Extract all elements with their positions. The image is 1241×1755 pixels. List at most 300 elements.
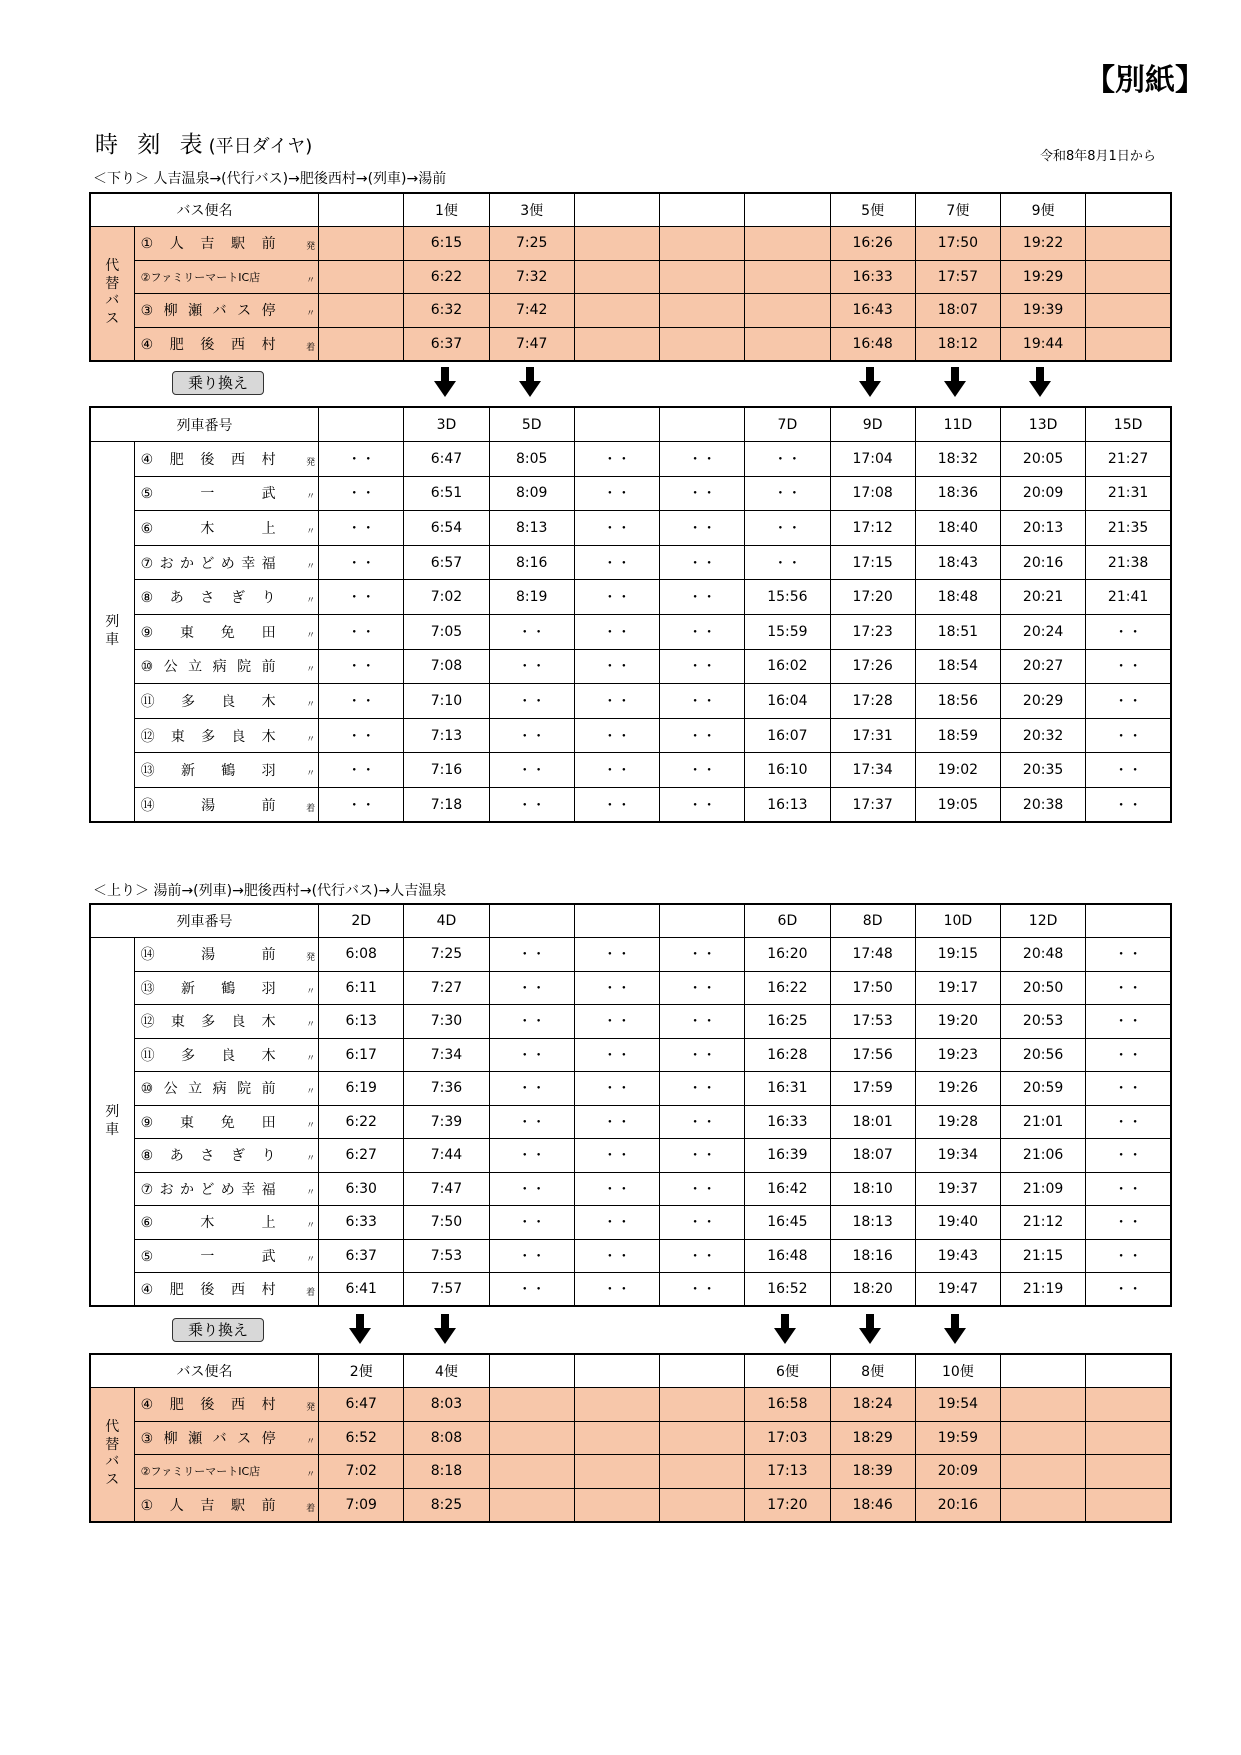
service-number bbox=[1086, 193, 1171, 227]
station-name bbox=[134, 227, 319, 261]
time-mark: 〃 bbox=[306, 1221, 316, 1232]
station-name bbox=[134, 327, 319, 361]
time-cell: ・・ bbox=[489, 1105, 574, 1139]
service-number bbox=[660, 407, 745, 442]
time-cell: ・・ bbox=[1086, 1239, 1171, 1273]
time-cell bbox=[489, 1388, 574, 1422]
station-label: ⑧あさぎり bbox=[140, 590, 276, 607]
down-arrow-icon bbox=[1029, 367, 1051, 397]
time-cell: 6:27 bbox=[319, 1139, 404, 1173]
time-cell: ・・ bbox=[489, 1005, 574, 1039]
time-cell: 16:43 bbox=[830, 294, 915, 328]
time-cell: ・・ bbox=[1086, 1072, 1171, 1106]
time-cell: 18:12 bbox=[915, 327, 1000, 361]
time-cell: 8:05 bbox=[489, 442, 574, 477]
time-cell: ・・ bbox=[489, 649, 574, 684]
header-label: 列車番号 bbox=[90, 407, 319, 442]
time-cell: 7:25 bbox=[404, 938, 489, 972]
timetable-row bbox=[90, 1206, 1171, 1240]
time-cell: 21:12 bbox=[1000, 1206, 1085, 1240]
time-cell: ・・ bbox=[489, 971, 574, 1005]
time-cell bbox=[745, 327, 830, 361]
time-cell: 6:47 bbox=[319, 1388, 404, 1422]
time-cell: 17:20 bbox=[830, 580, 915, 615]
time-cell bbox=[574, 1488, 659, 1522]
timetable-row bbox=[90, 476, 1171, 511]
timetable-row bbox=[90, 718, 1171, 753]
time-cell bbox=[319, 260, 404, 294]
station-label: ⑪多良木 bbox=[140, 694, 276, 711]
time-cell: 18:46 bbox=[830, 1488, 915, 1522]
station-label: ④肥後西村 bbox=[140, 1282, 276, 1298]
timetable-row bbox=[90, 1005, 1171, 1039]
time-cell: ・・ bbox=[660, 511, 745, 546]
time-cell: ・・ bbox=[574, 1172, 659, 1206]
time-cell: ・・ bbox=[574, 971, 659, 1005]
time-cell bbox=[660, 1488, 745, 1522]
time-cell: 17:03 bbox=[745, 1421, 830, 1455]
timetable-row bbox=[90, 1488, 1171, 1522]
time-cell: 8:16 bbox=[489, 545, 574, 580]
time-cell: 19:02 bbox=[915, 753, 1000, 788]
time-cell: 18:51 bbox=[915, 615, 1000, 650]
station-label: ⑪多良木 bbox=[140, 1047, 276, 1064]
time-cell: ・・ bbox=[574, 1273, 659, 1307]
station-label: ⑨東免田 bbox=[140, 624, 276, 641]
station-name bbox=[134, 718, 319, 753]
time-cell: 17:34 bbox=[830, 753, 915, 788]
down-train-table bbox=[89, 406, 1172, 823]
service-number: 15D bbox=[1086, 407, 1171, 442]
timetable-row bbox=[90, 1388, 1171, 1422]
time-cell: 18:54 bbox=[915, 649, 1000, 684]
time-cell: 7:02 bbox=[404, 580, 489, 615]
time-cell: ・・ bbox=[1086, 1139, 1171, 1173]
station-name bbox=[134, 1239, 319, 1273]
time-cell bbox=[1000, 1388, 1085, 1422]
time-mark: 〃 bbox=[306, 1187, 316, 1198]
time-cell: ・・ bbox=[1086, 1273, 1171, 1307]
service-number bbox=[1086, 904, 1171, 938]
time-cell: 19:54 bbox=[915, 1388, 1000, 1422]
time-cell: 18:40 bbox=[915, 511, 1000, 546]
time-cell: 6:37 bbox=[319, 1239, 404, 1273]
time-cell: ・・ bbox=[574, 1239, 659, 1273]
station-name bbox=[134, 511, 319, 546]
timetable-row bbox=[90, 938, 1171, 972]
time-cell: ・・ bbox=[489, 1139, 574, 1173]
time-cell: ・・ bbox=[1086, 1038, 1171, 1072]
time-cell: ・・ bbox=[1086, 718, 1171, 753]
time-cell: 8:13 bbox=[489, 511, 574, 546]
timetable-row bbox=[90, 1139, 1171, 1173]
time-cell: 18:07 bbox=[830, 1139, 915, 1173]
timetable-row bbox=[90, 580, 1171, 615]
time-cell: ・・ bbox=[1086, 684, 1171, 719]
time-cell: 20:35 bbox=[1000, 753, 1085, 788]
time-cell bbox=[1000, 1488, 1085, 1522]
service-number: 12D bbox=[1000, 904, 1085, 938]
service-number bbox=[489, 904, 574, 938]
time-cell bbox=[1086, 294, 1171, 328]
time-cell: 7:25 bbox=[489, 227, 574, 261]
time-cell: 17:50 bbox=[915, 227, 1000, 261]
time-cell: ・・ bbox=[489, 1072, 574, 1106]
time-cell: ・・ bbox=[489, 938, 574, 972]
time-mark: 発 bbox=[306, 242, 316, 253]
station-name bbox=[134, 1172, 319, 1206]
service-number: 2D bbox=[319, 904, 404, 938]
time-cell: ・・ bbox=[574, 476, 659, 511]
time-cell: 19:59 bbox=[915, 1421, 1000, 1455]
timetable-row bbox=[90, 545, 1171, 580]
time-cell: 16:52 bbox=[745, 1273, 830, 1307]
time-mark: 着 bbox=[306, 803, 316, 814]
header-label: バス便名 bbox=[90, 1354, 319, 1388]
time-cell: 16:04 bbox=[745, 684, 830, 719]
time-cell: ・・ bbox=[660, 545, 745, 580]
time-cell: 20:38 bbox=[1000, 788, 1085, 823]
time-cell: ・・ bbox=[489, 615, 574, 650]
time-mark: 〃 bbox=[306, 1120, 316, 1131]
time-cell: 17:28 bbox=[830, 684, 915, 719]
time-cell: 8:19 bbox=[489, 580, 574, 615]
service-number bbox=[319, 193, 404, 227]
time-cell bbox=[660, 227, 745, 261]
time-cell bbox=[660, 294, 745, 328]
time-cell: 20:09 bbox=[1000, 476, 1085, 511]
time-cell bbox=[574, 227, 659, 261]
station-label: ⑩公立病院前 bbox=[140, 659, 276, 676]
service-number: 10D bbox=[915, 904, 1000, 938]
service-number bbox=[660, 1354, 745, 1388]
time-cell: 18:29 bbox=[830, 1421, 915, 1455]
time-cell bbox=[319, 227, 404, 261]
timetable-row bbox=[90, 649, 1171, 684]
time-cell: ・・ bbox=[574, 511, 659, 546]
time-cell bbox=[574, 294, 659, 328]
time-cell: 17:26 bbox=[830, 649, 915, 684]
time-cell: 16:48 bbox=[830, 327, 915, 361]
down-arrow-icon bbox=[774, 1314, 796, 1344]
time-cell: ・・ bbox=[660, 1206, 745, 1240]
time-cell bbox=[489, 1421, 574, 1455]
down-arrow-icon bbox=[519, 367, 541, 397]
time-cell: 18:36 bbox=[915, 476, 1000, 511]
service-number: 2便 bbox=[319, 1354, 404, 1388]
time-cell: 17:37 bbox=[830, 788, 915, 823]
station-name bbox=[134, 1206, 319, 1240]
time-cell: 18:07 bbox=[915, 294, 1000, 328]
time-cell: 19:22 bbox=[1000, 227, 1085, 261]
timetable-row bbox=[90, 1273, 1171, 1307]
time-cell: 18:10 bbox=[830, 1172, 915, 1206]
time-cell: 16:42 bbox=[745, 1172, 830, 1206]
time-cell: 19:40 bbox=[915, 1206, 1000, 1240]
time-cell: 20:53 bbox=[1000, 1005, 1085, 1039]
time-cell: 19:15 bbox=[915, 938, 1000, 972]
station-name bbox=[134, 1072, 319, 1106]
station-name bbox=[134, 580, 319, 615]
station-label: ⑭湯前 bbox=[140, 947, 276, 964]
time-mark: 〃 bbox=[306, 665, 316, 676]
time-cell: 20:16 bbox=[1000, 545, 1085, 580]
time-cell: ・・ bbox=[1086, 788, 1171, 823]
group-label: 列 車 bbox=[90, 442, 134, 823]
time-cell: ・・ bbox=[319, 511, 404, 546]
time-cell: ・・ bbox=[745, 442, 830, 477]
time-cell: ・・ bbox=[319, 788, 404, 823]
title-main: 時 刻 表 bbox=[95, 132, 209, 158]
down-arrow-icon bbox=[349, 1314, 371, 1344]
title-sub: (平日ダイヤ) bbox=[208, 136, 313, 157]
up-bus-table bbox=[89, 1353, 1172, 1523]
time-cell: ・・ bbox=[660, 580, 745, 615]
down-arrow-icon bbox=[944, 1314, 966, 1344]
time-cell bbox=[489, 1455, 574, 1489]
station-name bbox=[134, 788, 319, 823]
down-arrow-icon bbox=[859, 367, 881, 397]
time-cell: ・・ bbox=[489, 1206, 574, 1240]
timetable-row bbox=[90, 1105, 1171, 1139]
service-number: 1便 bbox=[404, 193, 489, 227]
timetable-row bbox=[90, 227, 1171, 261]
time-cell: ・・ bbox=[319, 718, 404, 753]
time-cell: 6:57 bbox=[404, 545, 489, 580]
time-cell: 17:56 bbox=[830, 1038, 915, 1072]
station-label: ②ファミリーマートIC店 bbox=[140, 1465, 261, 1479]
station-name bbox=[134, 1388, 319, 1422]
time-cell bbox=[1086, 260, 1171, 294]
timetable-row bbox=[90, 971, 1171, 1005]
time-cell bbox=[1000, 1455, 1085, 1489]
time-cell: ・・ bbox=[574, 684, 659, 719]
time-cell: 21:27 bbox=[1086, 442, 1171, 477]
time-cell: ・・ bbox=[574, 649, 659, 684]
time-cell: 19:29 bbox=[1000, 260, 1085, 294]
time-mark: 発 bbox=[306, 457, 316, 468]
timetable-row bbox=[90, 1421, 1171, 1455]
time-cell: 20:56 bbox=[1000, 1038, 1085, 1072]
transfer-label-down: 乗り換え bbox=[172, 371, 264, 395]
timetable-row bbox=[90, 753, 1171, 788]
time-cell bbox=[1086, 227, 1171, 261]
time-cell: 6:13 bbox=[319, 1005, 404, 1039]
service-number: 9便 bbox=[1000, 193, 1085, 227]
station-name bbox=[134, 753, 319, 788]
time-cell: 6:52 bbox=[319, 1421, 404, 1455]
time-cell: 16:22 bbox=[745, 971, 830, 1005]
time-cell: 7:10 bbox=[404, 684, 489, 719]
time-cell: ・・ bbox=[489, 788, 574, 823]
time-mark: 〃 bbox=[306, 309, 316, 320]
timetable-row bbox=[90, 615, 1171, 650]
time-cell: 16:48 bbox=[745, 1239, 830, 1273]
timetable-row bbox=[90, 1239, 1171, 1273]
station-name bbox=[134, 938, 319, 972]
time-cell: ・・ bbox=[660, 1038, 745, 1072]
service-number: 9D bbox=[830, 407, 915, 442]
time-cell: 7:50 bbox=[404, 1206, 489, 1240]
station-label: ①人吉駅前 bbox=[140, 236, 276, 253]
time-cell: 16:58 bbox=[745, 1388, 830, 1422]
time-cell: ・・ bbox=[574, 580, 659, 615]
time-cell: 18:16 bbox=[830, 1239, 915, 1273]
time-cell: ・・ bbox=[574, 753, 659, 788]
station-name bbox=[134, 1139, 319, 1173]
time-cell: 16:45 bbox=[745, 1206, 830, 1240]
time-cell: ・・ bbox=[660, 649, 745, 684]
station-label: ⑤一武 bbox=[140, 486, 276, 503]
time-cell: 7:44 bbox=[404, 1139, 489, 1173]
time-cell: 6:30 bbox=[319, 1172, 404, 1206]
time-cell bbox=[1000, 1421, 1085, 1455]
station-label: ④肥後西村 bbox=[140, 1397, 276, 1414]
service-number bbox=[489, 1354, 574, 1388]
time-cell bbox=[745, 294, 830, 328]
time-cell: 19:43 bbox=[915, 1239, 1000, 1273]
service-number: 8D bbox=[830, 904, 915, 938]
time-cell: ・・ bbox=[489, 1239, 574, 1273]
time-cell: ・・ bbox=[489, 753, 574, 788]
time-mark: 〃 bbox=[306, 1053, 316, 1064]
time-cell: 17:13 bbox=[745, 1455, 830, 1489]
time-cell bbox=[1086, 327, 1171, 361]
time-cell: ・・ bbox=[574, 718, 659, 753]
time-cell: ・・ bbox=[660, 938, 745, 972]
timetable-row bbox=[90, 294, 1171, 328]
timetable-row bbox=[90, 788, 1171, 823]
time-cell: ・・ bbox=[574, 1038, 659, 1072]
time-cell: ・・ bbox=[574, 1139, 659, 1173]
group-label: 代 替 バ ス bbox=[90, 227, 134, 361]
time-cell bbox=[574, 1421, 659, 1455]
time-cell: 19:17 bbox=[915, 971, 1000, 1005]
station-label: ⑧あさぎり bbox=[140, 1148, 276, 1165]
time-cell: 18:20 bbox=[830, 1273, 915, 1307]
transfer-label-up: 乗り換え bbox=[172, 1318, 264, 1342]
time-cell: 17:50 bbox=[830, 971, 915, 1005]
time-mark: 〃 bbox=[306, 1020, 316, 1031]
time-mark: 〃 bbox=[306, 1154, 316, 1165]
time-cell: ・・ bbox=[574, 1072, 659, 1106]
time-mark: 着 bbox=[306, 1503, 316, 1514]
time-cell: 19:47 bbox=[915, 1273, 1000, 1307]
time-cell: 7:02 bbox=[319, 1455, 404, 1489]
time-cell: 6:17 bbox=[319, 1038, 404, 1072]
down-arrow-icon bbox=[859, 1314, 881, 1344]
service-number: 8便 bbox=[830, 1354, 915, 1388]
time-cell: ・・ bbox=[489, 1273, 574, 1307]
time-cell: ・・ bbox=[489, 718, 574, 753]
time-cell: 21:19 bbox=[1000, 1273, 1085, 1307]
time-cell: 17:20 bbox=[745, 1488, 830, 1522]
time-cell: 21:41 bbox=[1086, 580, 1171, 615]
time-cell: 17:53 bbox=[830, 1005, 915, 1039]
time-cell: 6:51 bbox=[404, 476, 489, 511]
time-cell bbox=[660, 1388, 745, 1422]
time-mark: 〃 bbox=[306, 1436, 316, 1447]
time-cell: ・・ bbox=[745, 545, 830, 580]
time-cell: ・・ bbox=[574, 1206, 659, 1240]
station-label: ④肥後西村 bbox=[140, 336, 276, 353]
group-label: 列 車 bbox=[90, 938, 134, 1307]
time-cell: ・・ bbox=[1086, 1206, 1171, 1240]
time-cell: ・・ bbox=[1086, 753, 1171, 788]
service-number bbox=[1000, 1354, 1085, 1388]
timetable-row bbox=[90, 1038, 1171, 1072]
service-number: 3便 bbox=[489, 193, 574, 227]
service-number: 5便 bbox=[830, 193, 915, 227]
time-cell: 20:05 bbox=[1000, 442, 1085, 477]
timetable-row bbox=[90, 511, 1171, 546]
time-cell: ・・ bbox=[660, 442, 745, 477]
down-route: ＜下り＞ 人吉温泉→(代行バス)→肥後西村→(列車)→湯前 bbox=[93, 171, 447, 187]
time-cell: 16:02 bbox=[745, 649, 830, 684]
timetable-row bbox=[90, 327, 1171, 361]
time-cell: 15:59 bbox=[745, 615, 830, 650]
time-cell: 17:04 bbox=[830, 442, 915, 477]
station-name bbox=[134, 1421, 319, 1455]
time-cell: 6:32 bbox=[404, 294, 489, 328]
time-cell: 20:50 bbox=[1000, 971, 1085, 1005]
time-cell: 19:39 bbox=[1000, 294, 1085, 328]
time-cell: 7:32 bbox=[489, 260, 574, 294]
service-number: 5D bbox=[489, 407, 574, 442]
time-cell: 8:09 bbox=[489, 476, 574, 511]
station-name bbox=[134, 649, 319, 684]
time-cell: 6:41 bbox=[319, 1273, 404, 1307]
time-cell: ・・ bbox=[660, 971, 745, 1005]
time-mark: 〃 bbox=[306, 561, 316, 572]
time-cell: 7:47 bbox=[404, 1172, 489, 1206]
station-name bbox=[134, 476, 319, 511]
time-cell: ・・ bbox=[660, 1072, 745, 1106]
time-cell: ・・ bbox=[574, 788, 659, 823]
time-cell: 16:28 bbox=[745, 1038, 830, 1072]
time-cell: 16:20 bbox=[745, 938, 830, 972]
station-name bbox=[134, 545, 319, 580]
time-cell: 7:42 bbox=[489, 294, 574, 328]
time-mark: 〃 bbox=[306, 596, 316, 607]
time-cell bbox=[319, 294, 404, 328]
time-cell: ・・ bbox=[574, 442, 659, 477]
time-mark: 着 bbox=[306, 1288, 316, 1299]
time-cell: 18:56 bbox=[915, 684, 1000, 719]
station-label: ⑦おかどめ幸福 bbox=[140, 555, 276, 572]
time-cell: 7:05 bbox=[404, 615, 489, 650]
time-cell bbox=[1086, 1455, 1171, 1489]
time-cell: 18:39 bbox=[830, 1455, 915, 1489]
station-label: ⑨東免田 bbox=[140, 1114, 276, 1131]
time-cell: ・・ bbox=[319, 684, 404, 719]
time-cell bbox=[745, 260, 830, 294]
time-cell: ・・ bbox=[574, 1005, 659, 1039]
time-cell bbox=[574, 327, 659, 361]
time-cell: 16:25 bbox=[745, 1005, 830, 1039]
time-cell: ・・ bbox=[574, 615, 659, 650]
time-cell: 19:23 bbox=[915, 1038, 1000, 1072]
station-label: ⑭湯前 bbox=[140, 797, 276, 814]
service-number: 10便 bbox=[915, 1354, 1000, 1388]
time-mark: 〃 bbox=[306, 1087, 316, 1098]
up-route: ＜上り＞ 湯前→(列車)→肥後西村→(代行バス)→人吉温泉 bbox=[93, 883, 447, 899]
time-cell: ・・ bbox=[660, 753, 745, 788]
timetable-row bbox=[90, 442, 1171, 477]
time-cell: 16:26 bbox=[830, 227, 915, 261]
time-cell: 21:38 bbox=[1086, 545, 1171, 580]
time-cell: 17:12 bbox=[830, 511, 915, 546]
